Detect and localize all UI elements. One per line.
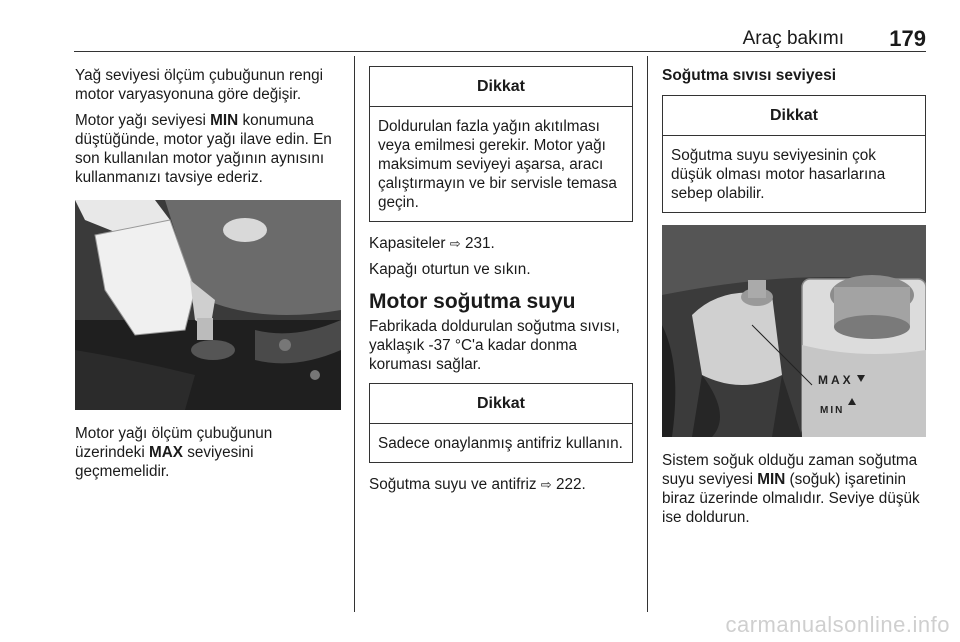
caution-body: Soğutma suyu seviyesinin çok düşük olması motor hasarlarına sebep olabilir.: [671, 147, 886, 202]
capacities-ref: Kapasiteler ⇨ 231.: [369, 235, 495, 252]
column-divider: [647, 56, 648, 612]
column-1: [75, 66, 341, 488]
min-mark-label: MIN: [820, 405, 845, 416]
page-number: 179: [889, 26, 926, 51]
caution-title: Dikkat: [663, 96, 925, 136]
paragraph: Fabrikada doldurulan soğutma sıvısı, yaklaşık -37 °C'a kadar donma koruması sağlar.: [369, 318, 620, 373]
caution-body: Sadece onaylanmış antifriz kullanın.: [378, 435, 623, 452]
caution-box: [662, 95, 926, 213]
page-ref-arrow-icon: ⇨: [540, 477, 552, 492]
watermark: carmanualsonline.info: [725, 612, 950, 637]
caution-box: [369, 66, 633, 222]
section-title: Araç bakımı: [742, 28, 844, 49]
section-heading: Motor soğutma suyu: [369, 290, 576, 313]
caution-box: [369, 383, 633, 463]
engine-oil-fill-image: [75, 200, 341, 410]
column-divider: [354, 56, 355, 612]
coolant-ref: Soğutma suyu ve antifriz ⇨ 222.: [369, 476, 586, 493]
column-2: [369, 66, 633, 501]
image-caption: Motor yağı ölçüm çubuğunun üzerindeki MAX seviyesini geçmemelidir.: [75, 425, 273, 480]
page-header: [74, 22, 926, 52]
paragraph: Motor yağı seviyesi MIN konumuna düştüğünde, motor yağı ilave edin. En son kullanılan motor yağının aynısını kullanmanızı tavsiye ederiz.: [75, 112, 332, 186]
caution-title: Dikkat: [370, 384, 632, 424]
image-caption: Sistem soğuk olduğu zaman soğutma suyu seviyesi MIN (soğuk) işaretinin biraz üzerinde olmalıdır. Seviye düşük ise doldurun.: [662, 452, 920, 526]
paragraph: Yağ seviyesi ölçüm çubuğunun rengi motor varyasyonuna göre değişir.: [75, 67, 324, 103]
coolant-reservoir-image: [662, 225, 926, 437]
subsection-heading: Soğutma sıvısı seviyesi: [662, 67, 837, 84]
caution-body: Doldurulan fazla yağın akıtılması veya emilmesi gerekir. Motor yağı maksimum seviyeyi aşarsa, aracı çalıştırmayın ve bir servisle temasa geçin.: [378, 118, 617, 211]
column-3: [662, 66, 926, 534]
paragraph: Kapağı oturtun ve sıkın.: [369, 261, 531, 278]
page-ref-arrow-icon: ⇨: [449, 236, 461, 251]
caution-title: Dikkat: [370, 67, 632, 107]
max-mark-label: MAX: [818, 373, 854, 387]
